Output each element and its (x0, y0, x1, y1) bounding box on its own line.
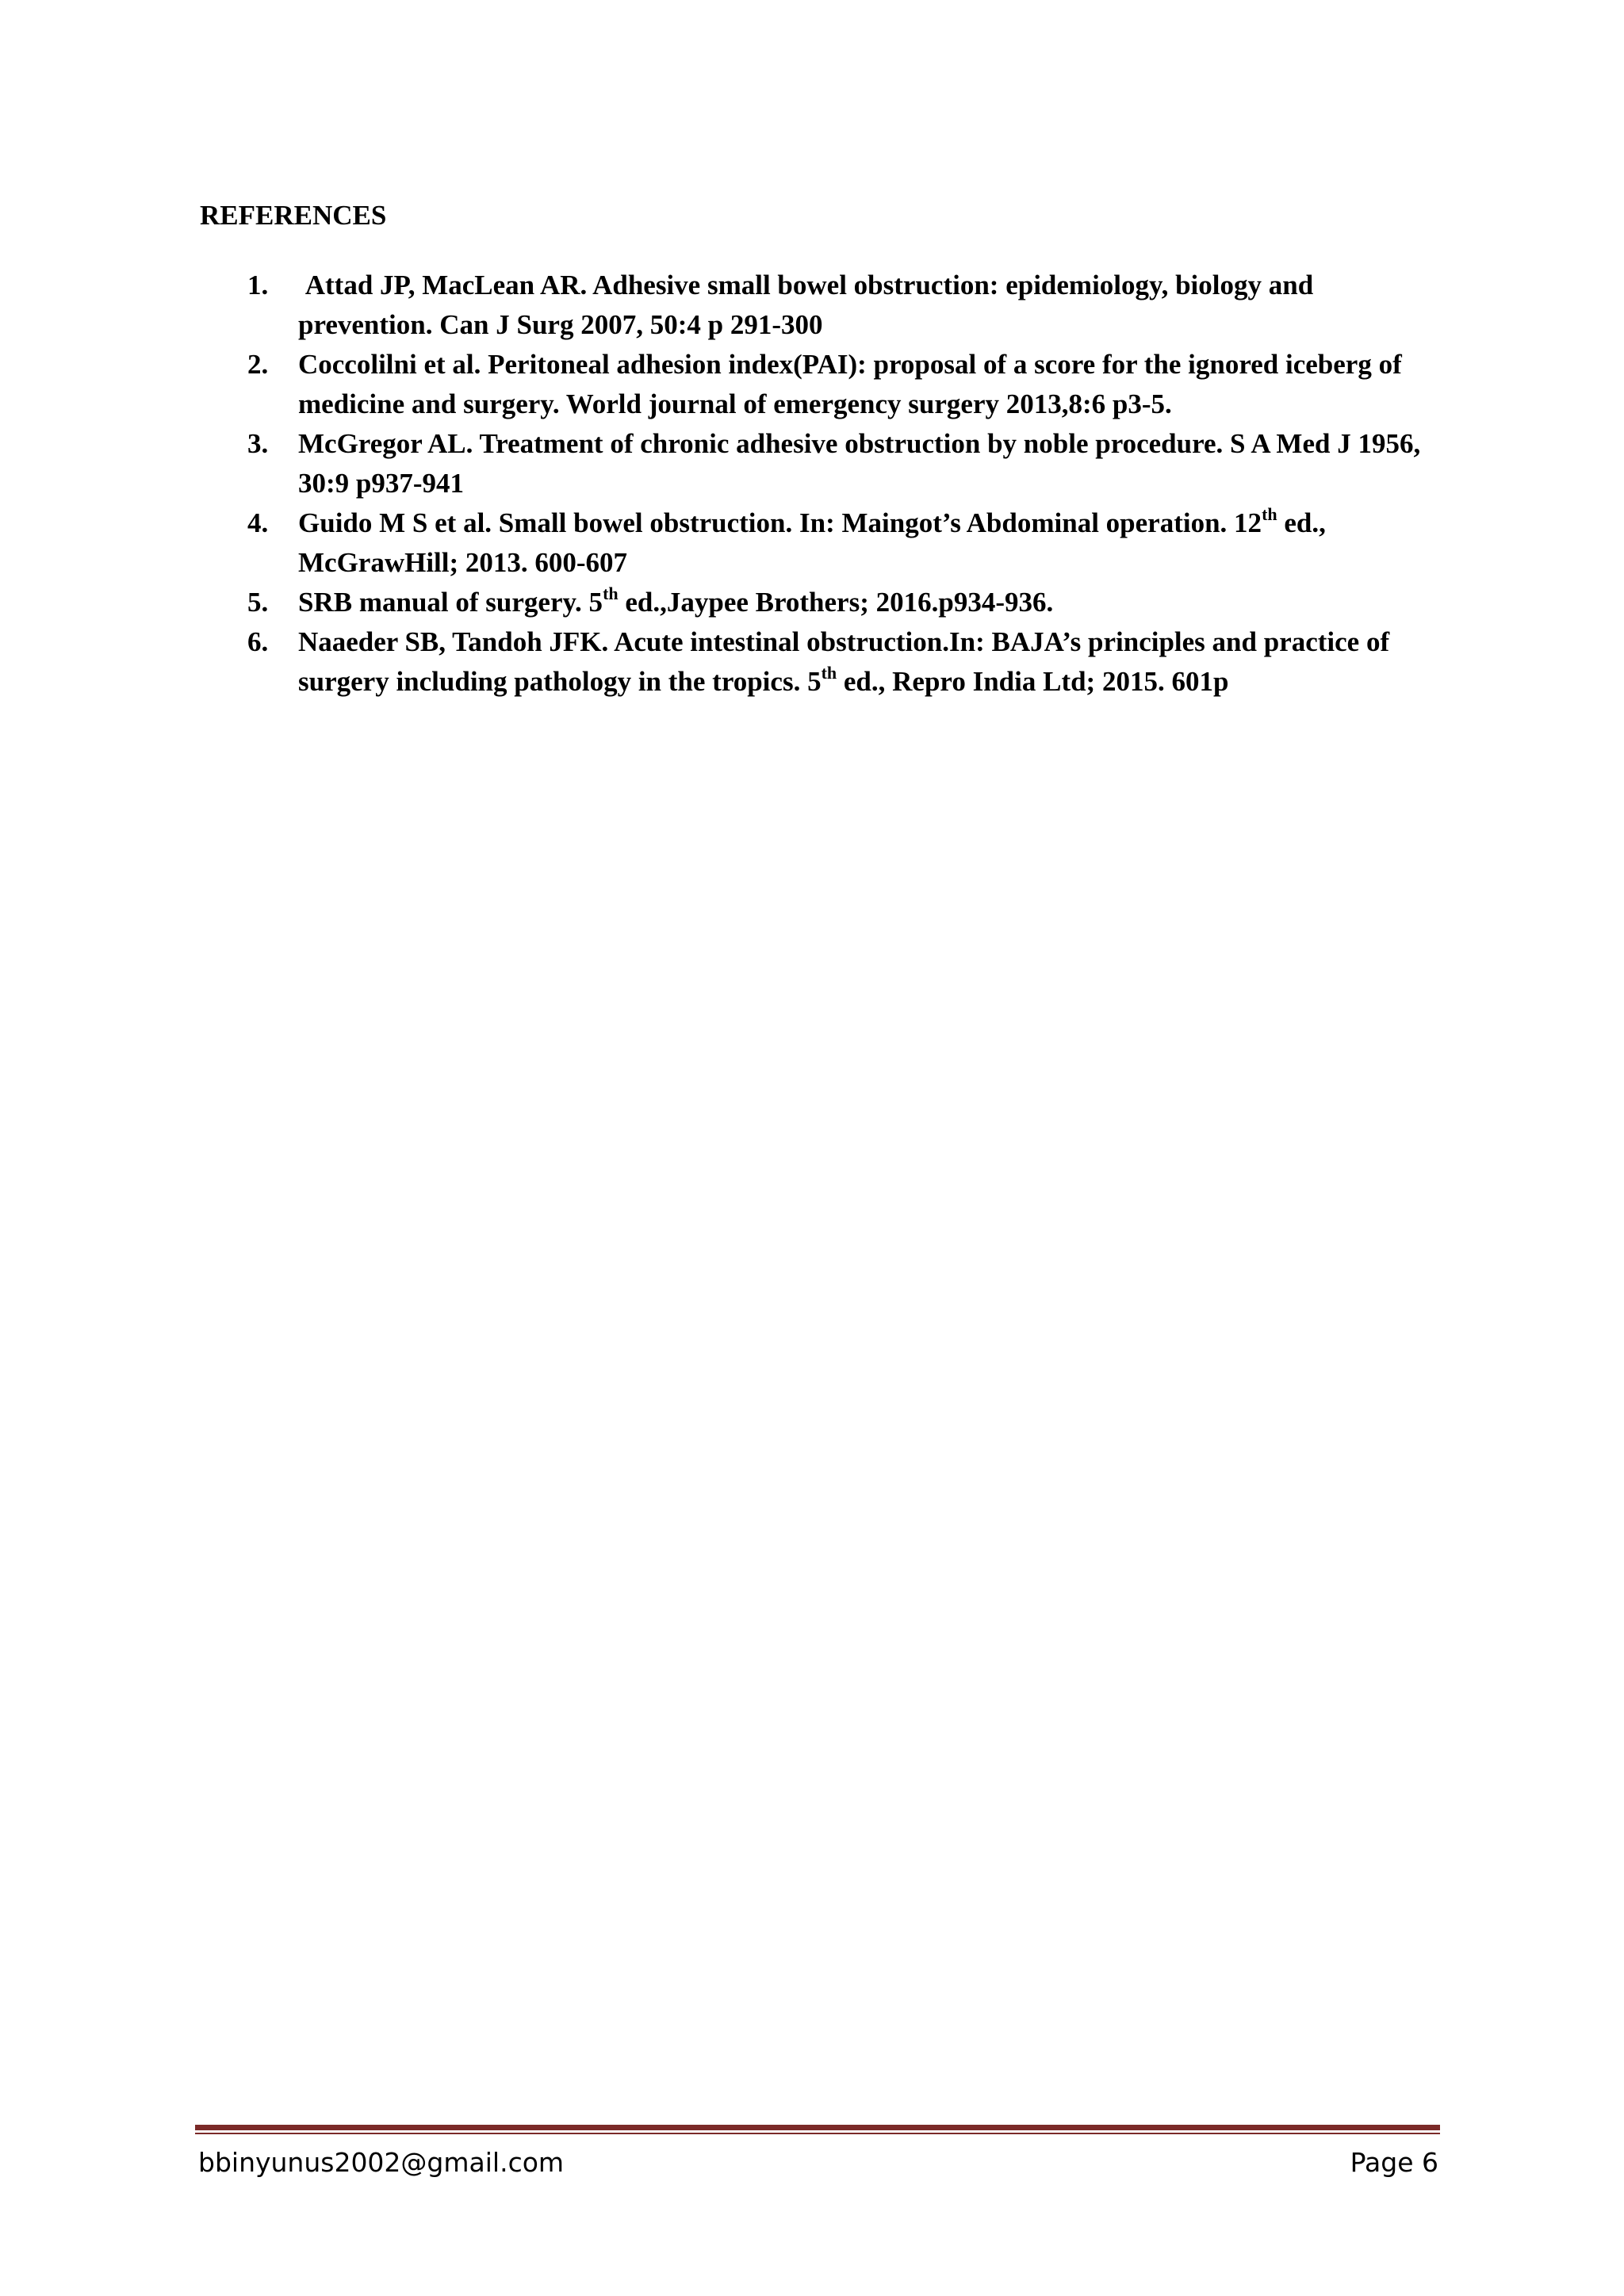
footer-divider (195, 2125, 1440, 2130)
reference-number: 4. (247, 507, 269, 538)
reference-text-before: Naaeder SB, Tandoh JFK. Acute intestinal obstruction.In: BAJA’s principles and practice of surgery including pathology in the tropics. 5 (298, 626, 1390, 697)
reference-number: 2. (247, 349, 269, 380)
reference-text-before: Guido M S et al. Small bowel obstruction. In: Maingot’s Abdominal operation. 12 (298, 507, 1262, 538)
reference-text-before: SRB manual of surgery. 5 (298, 587, 603, 618)
reference-item-6 (200, 622, 1437, 702)
reference-text-body: Coccolilni et al. Peritoneal adhesion index(PAI): proposal of a score for the ignored iceberg of medicine and surgery. World journal of emergency surgery 2013,8:6 p3-5. (298, 349, 1402, 419)
reference-superscript: th (1262, 504, 1277, 525)
reference-number: 3. (247, 428, 269, 459)
footer-page-number: Page 6 (1350, 2147, 1438, 2178)
reference-text (298, 503, 1437, 583)
reference-item-1 (200, 266, 1437, 345)
reference-superscript: th (821, 663, 837, 683)
reference-text-after: ed., Repro India Ltd; 2015. 601p (837, 666, 1229, 697)
reference-text (298, 424, 1437, 503)
references-list (200, 266, 1437, 702)
reference-superscript: th (603, 584, 619, 604)
reference-number: 5. (247, 587, 269, 618)
reference-item-5 (200, 583, 1437, 622)
reference-text (298, 583, 1437, 622)
reference-text-body: Attad JP, MacLean AR. Adhesive small bowel obstruction: epidemiology, biology and prevention. Can J Surg 2007, 50:4 p 291-300 (298, 270, 1320, 340)
reference-item-4 (200, 503, 1437, 583)
reference-item-3 (200, 424, 1437, 503)
reference-text-after: ed.,Jaypee Brothers; 2016.p934-936. (618, 587, 1054, 618)
reference-text (298, 622, 1437, 702)
footer-email: bbinyunus2002@gmail.com (198, 2147, 565, 2178)
footer-divider-thin (195, 2133, 1440, 2134)
reference-number: 1. (247, 270, 269, 300)
reference-item-2 (200, 345, 1437, 424)
references-heading: REFERENCES (200, 200, 387, 231)
reference-number: 6. (247, 626, 269, 657)
reference-text-body: McGregor AL. Treatment of chronic adhesive obstruction by noble procedure. S A Med J 1956, 30:9 p937-941 (298, 428, 1421, 499)
reference-text-after: ed., McGrawHill; 2013. 600-607 (298, 507, 1333, 578)
reference-text (298, 345, 1437, 424)
reference-text (298, 266, 1437, 345)
